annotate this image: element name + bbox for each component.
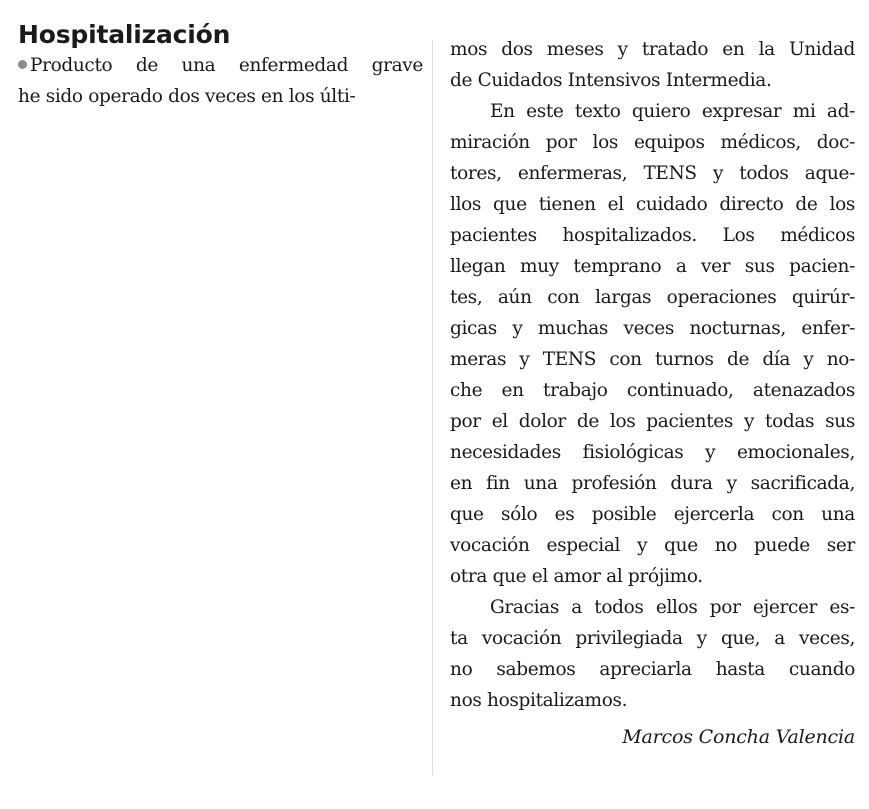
text-line: pacientes hospitalizados. Los médicos [450,225,855,246]
text-line: meras y TENS con turnos de día y no- [450,349,855,370]
text-line: miración por los equipos médicos, doc- [450,132,855,153]
bullet-icon [18,60,27,69]
paragraph-continuation [450,34,855,96]
column-divider [432,40,433,775]
left-column [18,20,423,112]
text-line: tores, enfermeras, TENS y todos aque- [450,163,855,184]
text-line: en fin una profesión dura y sacrificada, [450,473,855,494]
article-title: Hospitalización [18,20,231,49]
text-line: necesidades fisiológicas y emocionales, [450,442,855,463]
text-line: otra que el amor al prójimo. [450,566,703,587]
text-line: vocación especial y que no puede ser [450,535,855,556]
lead-line: Producto de una enfermedad grave [18,50,423,81]
text-line: che en trabajo continuado, atenazados [450,380,855,401]
right-column [450,34,855,752]
author-signature: Marcos Concha Valencia [622,726,855,748]
text-line: gicas y muchas veces nocturnas, enfer- [450,318,855,339]
text-line: mos dos meses y tratado en la Unidad [450,39,855,60]
text-line: por el dolor de los pacientes y todas sus [450,411,855,432]
text-line: de Cuidados Intensivos Intermedia. [450,70,772,91]
text-line: Gracias a todos ellos por ejercer es- [490,597,855,618]
text-line: llos que tienen el cuidado directo de los [450,194,855,215]
lead-line: he sido operado dos veces en los últi- [18,86,356,107]
text-line: nos hospitalizamos. [450,690,628,711]
lead-paragraph [18,50,423,112]
text-line: tes, aún con largas operaciones quirúr- [450,287,855,308]
text-line: no sabemos apreciarla hasta cuando [450,659,855,680]
paragraph-gratitude [450,592,855,716]
text-line: llegan muy temprano a ver sus pacien- [450,256,855,277]
text-line: En este texto quiero expresar mi ad- [490,101,855,122]
text-line: que sólo es posible ejercerla con una [450,504,855,525]
paragraph-admiration [450,96,855,592]
text-line: ta vocación privilegiada y que, a veces, [450,628,855,649]
